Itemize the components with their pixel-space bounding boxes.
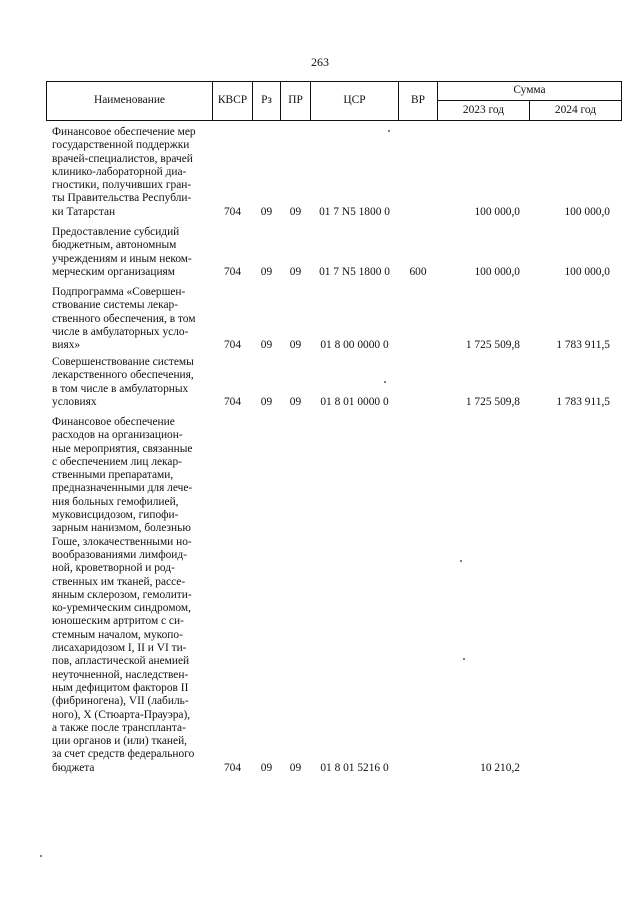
name-line: Предоставление субсидий bbox=[52, 226, 180, 238]
name-line: Совершенствование системы bbox=[52, 356, 194, 368]
name-line: ции органов и (или) тканей, bbox=[52, 735, 188, 748]
cell-sum-2023: 1 725 509,8 bbox=[465, 339, 520, 352]
cell-sum-2024: 1 783 911,5 bbox=[556, 339, 610, 352]
name-line: учреждениям и иным неком- bbox=[52, 252, 192, 265]
cell-kvsr: 704 bbox=[223, 265, 242, 278]
scan-speck bbox=[388, 130, 390, 132]
name-line: за счет средств федерального bbox=[52, 748, 195, 761]
cell-name bbox=[52, 226, 210, 279]
name-line: числе в амбулаторных усло- bbox=[52, 325, 189, 338]
cell-rz: 09 bbox=[260, 761, 273, 774]
cell-sum-2023: 100 000,0 bbox=[474, 265, 520, 278]
header-csr: ЦСР bbox=[343, 94, 366, 106]
name-line: вообразованиями лимфоид- bbox=[52, 548, 187, 561]
name-line: Гоше, злокачественными но- bbox=[52, 535, 192, 548]
name-line: ствование системы лекар- bbox=[52, 299, 179, 312]
cell-csr: 01 7 N5 1800 0 bbox=[319, 265, 390, 278]
name-line: государственной поддержки bbox=[52, 139, 190, 152]
name-line: стемным началом, мукопо- bbox=[52, 628, 183, 641]
cell-csr: 01 8 00 0000 0 bbox=[320, 339, 389, 352]
name-line: гностики, получивших гран- bbox=[52, 179, 192, 192]
cell-pr: 09 bbox=[289, 761, 302, 774]
name-line: бюджетным, автономным bbox=[52, 239, 177, 252]
name-line: ным дефицитом факторов II bbox=[52, 681, 189, 694]
cell-pr: 09 bbox=[289, 265, 302, 278]
cell-sum-2024: 100 000,0 bbox=[564, 265, 610, 278]
name-line: лисахаридозом I, II и VI ти- bbox=[52, 642, 187, 655]
name-line: условиях bbox=[52, 395, 97, 408]
name-line: ко-уремическим синдромом, bbox=[52, 602, 191, 615]
name-line: пов, апластической анемией bbox=[52, 655, 190, 668]
scan-speck bbox=[460, 560, 462, 562]
name-line: бюджета bbox=[52, 761, 95, 774]
name-line: ния больных гемофилией, bbox=[52, 495, 179, 508]
page-number: 263 bbox=[311, 55, 329, 69]
header-rz: Рз bbox=[261, 94, 272, 106]
name-line: ки Татарстан bbox=[52, 205, 116, 218]
name-line: лекарственного обеспечения, bbox=[52, 369, 194, 382]
cell-csr: 01 7 N5 1800 0 bbox=[319, 205, 390, 218]
scan-speck bbox=[384, 381, 386, 383]
cell-name bbox=[52, 416, 210, 775]
cell-kvsr: 704 bbox=[223, 339, 242, 352]
cell-kvsr: 704 bbox=[223, 205, 242, 218]
cell-sum-2023: 100 000,0 bbox=[474, 205, 520, 218]
cell-csr: 01 8 01 5216 0 bbox=[320, 761, 389, 774]
cell-vr: 600 bbox=[409, 265, 427, 278]
name-line: Финансовое обеспечение bbox=[52, 416, 175, 428]
name-line: а также после транспланта- bbox=[52, 721, 186, 734]
name-line: ты Правительства Республи- bbox=[52, 192, 192, 205]
header-year-2023: 2023 год bbox=[462, 104, 505, 116]
cell-kvsr: 704 bbox=[223, 761, 242, 774]
header-sum: Сумма bbox=[513, 84, 546, 96]
name-line: с обеспечением лиц лекар- bbox=[52, 455, 182, 468]
name-line: ной, кроветворной и род- bbox=[52, 562, 175, 575]
cell-rz: 09 bbox=[260, 205, 273, 218]
cell-sum-2023: 10 210,2 bbox=[480, 761, 520, 774]
cell-pr: 09 bbox=[289, 395, 302, 408]
name-line: Подпрограмма «Совершен- bbox=[52, 286, 186, 298]
header-pr: ПР bbox=[288, 94, 303, 106]
name-line: врачей-специалистов, врачей bbox=[52, 152, 193, 165]
cell-csr: 01 8 01 0000 0 bbox=[320, 395, 389, 408]
name-line: зарным нанизмом, болезнью bbox=[52, 522, 191, 535]
name-line: неуточненной, наследствен- bbox=[52, 668, 189, 681]
name-line: юношеским артритом с си- bbox=[52, 615, 184, 628]
name-line: ственного обеспечения, в том bbox=[52, 312, 196, 325]
header-year-2024: 2024 год bbox=[554, 104, 597, 116]
name-line: (фибриногена), VII (лабиль- bbox=[52, 695, 189, 708]
cell-sum-2024: 1 783 911,5 bbox=[556, 395, 610, 408]
cell-name bbox=[52, 356, 210, 409]
cell-rz: 09 bbox=[260, 395, 273, 408]
name-line: ные мероприятия, связанные bbox=[52, 442, 193, 455]
header-kvsr: КВСР bbox=[217, 94, 248, 106]
cell-name bbox=[52, 126, 210, 219]
header-vr: ВР bbox=[411, 94, 425, 106]
name-line: Финансовое обеспечение мер bbox=[52, 126, 196, 138]
cell-rz: 09 bbox=[260, 339, 273, 352]
name-line: клинико-лабораторной диа- bbox=[52, 165, 187, 178]
cell-kvsr: 704 bbox=[223, 395, 242, 408]
name-line: предназначенными для лече- bbox=[52, 482, 193, 495]
cell-pr: 09 bbox=[289, 339, 302, 352]
cell-sum-2024: 100 000,0 bbox=[564, 205, 610, 218]
name-line: ного), X (Стюарта-Прауэра), bbox=[52, 708, 191, 721]
scan-speck bbox=[40, 855, 42, 857]
header-name: Наименование bbox=[94, 94, 165, 106]
cell-pr: 09 bbox=[289, 205, 302, 218]
cell-rz: 09 bbox=[260, 265, 273, 278]
name-line: ственными препаратами, bbox=[52, 469, 174, 482]
name-line: янным склерозом, гемолити- bbox=[52, 588, 192, 601]
name-line: ственных им тканей, рассе- bbox=[52, 575, 186, 588]
cell-name bbox=[52, 286, 210, 352]
name-line: в том числе в амбулаторных bbox=[52, 382, 189, 395]
name-line: расходов на организацион- bbox=[52, 429, 183, 442]
name-line: виях» bbox=[52, 339, 81, 352]
scan-speck bbox=[463, 658, 465, 660]
name-line: мерческим организациям bbox=[52, 265, 175, 278]
name-line: муковисцидозом, гипофи- bbox=[52, 509, 179, 522]
cell-sum-2023: 1 725 509,8 bbox=[465, 395, 520, 408]
